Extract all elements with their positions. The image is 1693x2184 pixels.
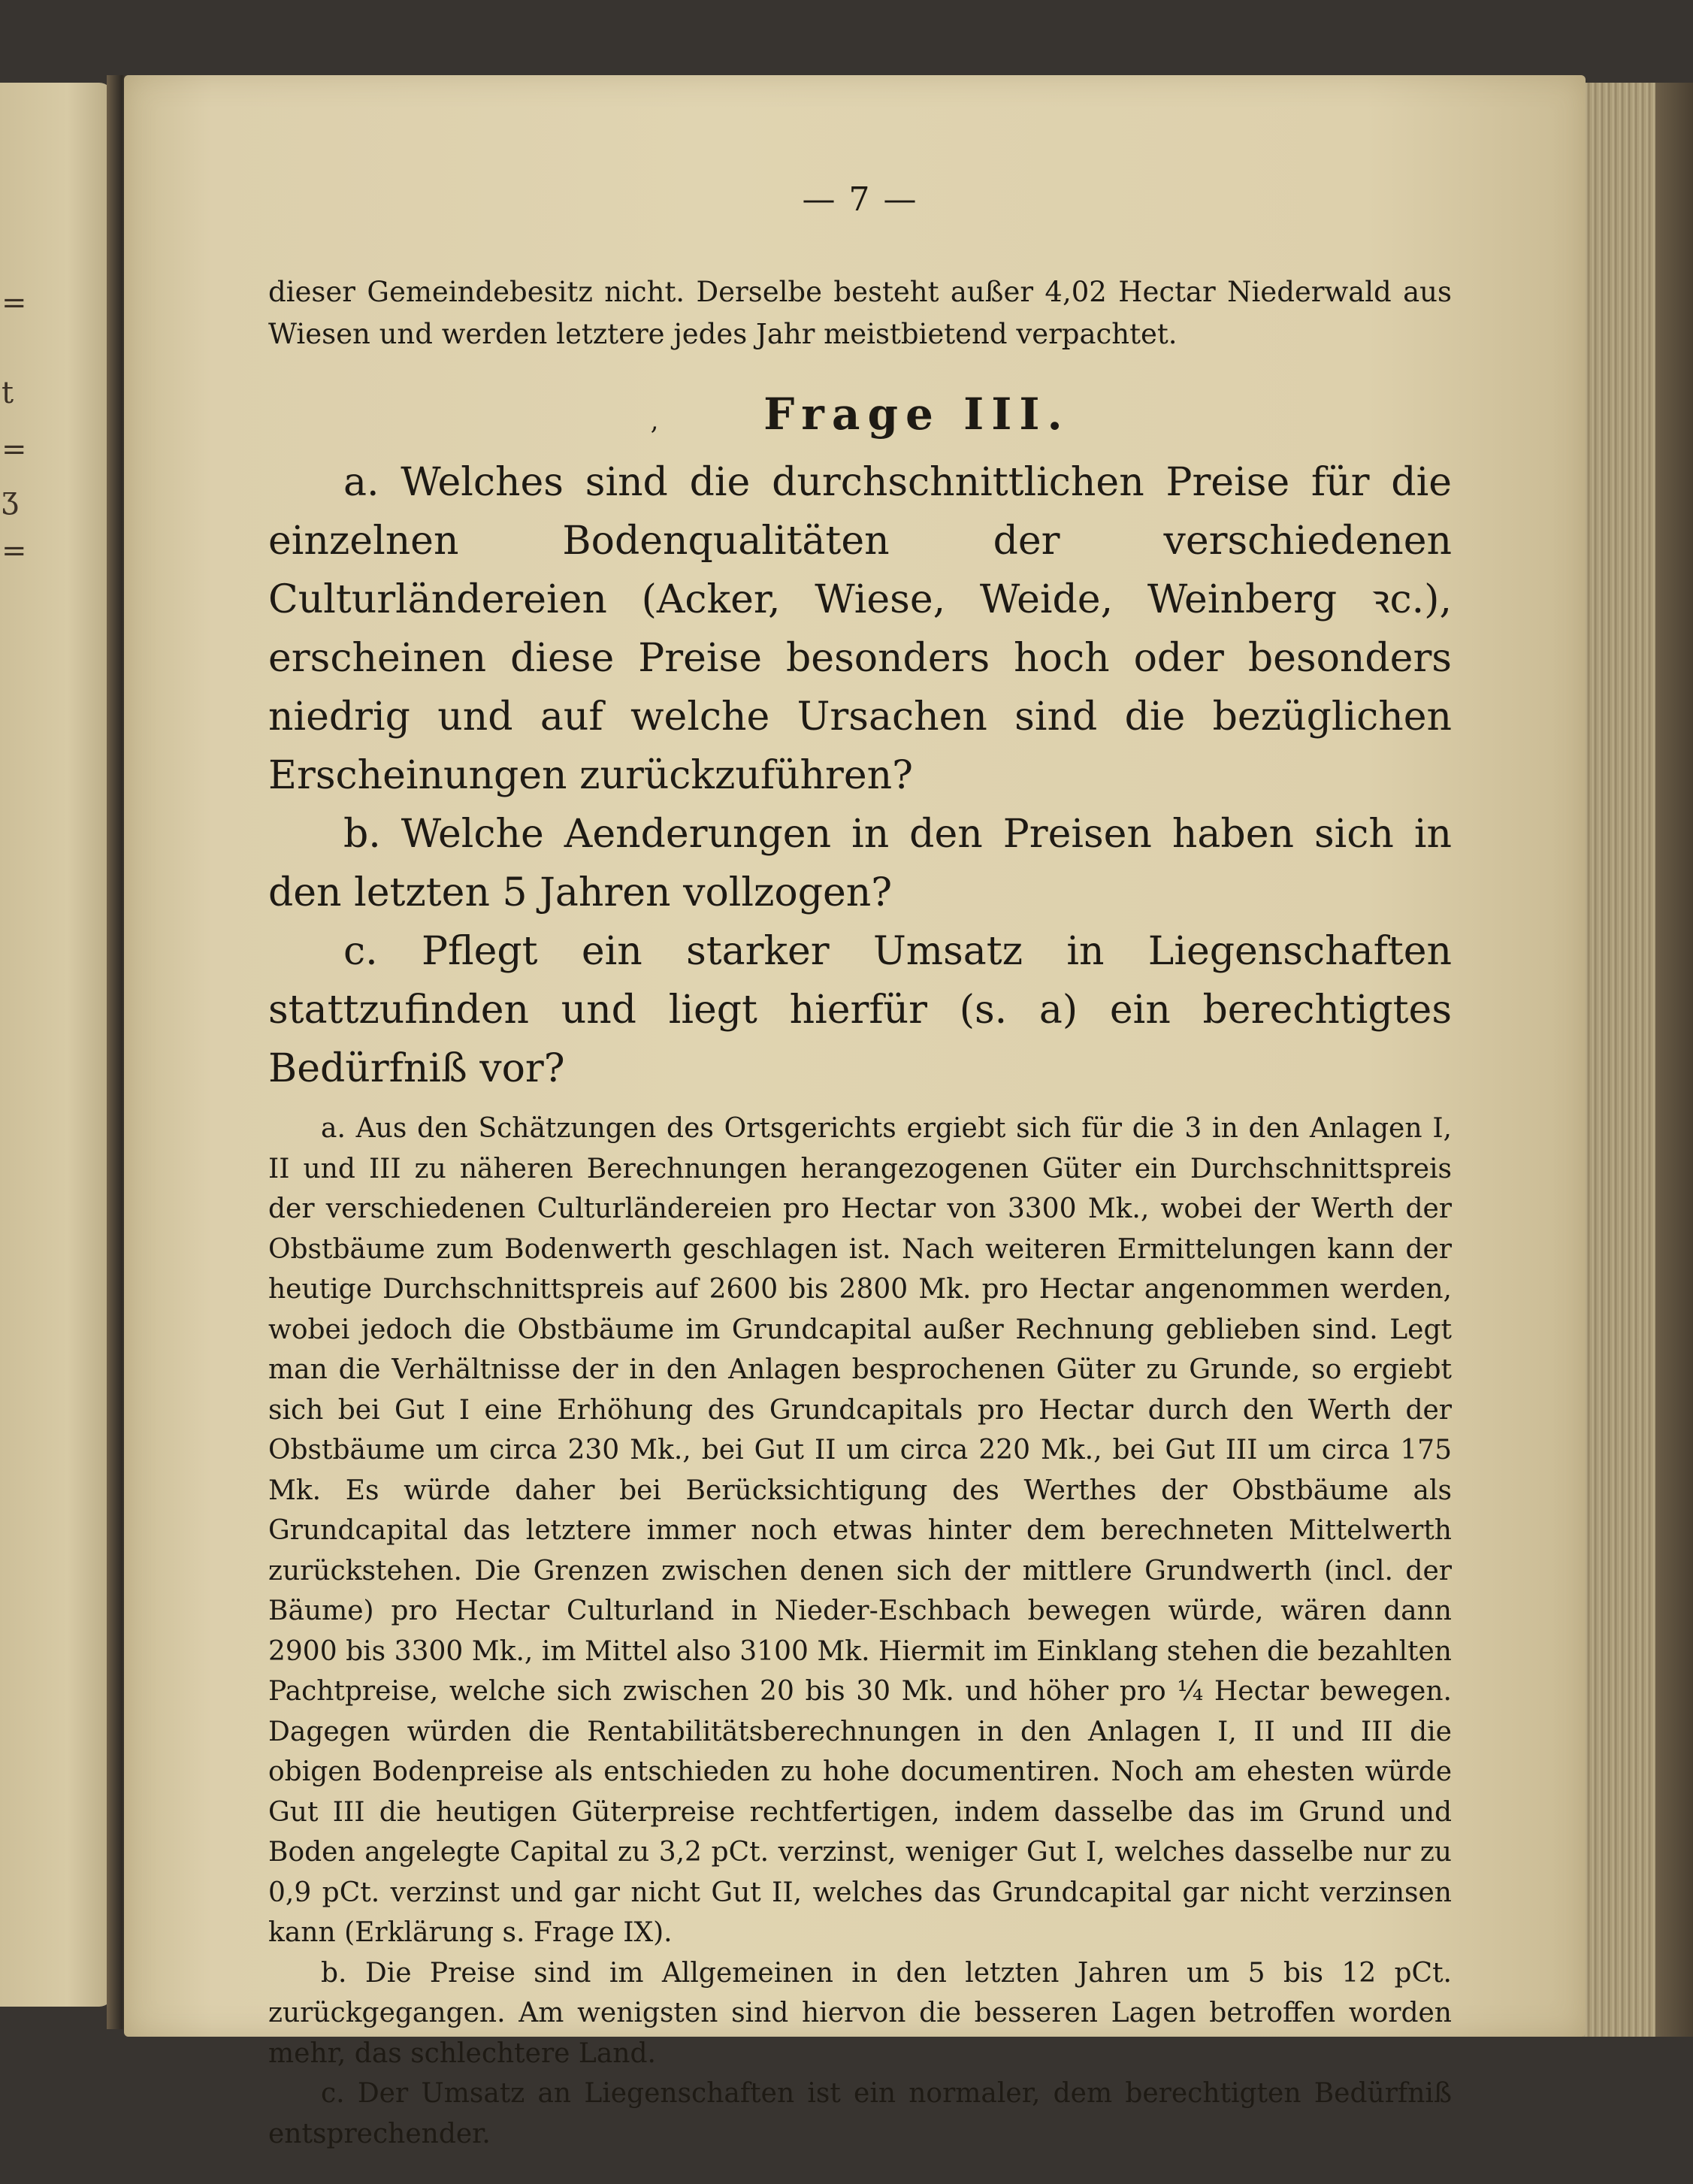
page-number: — 7 —	[802, 180, 918, 219]
left-page-fragment: =	[2, 432, 27, 467]
page-content	[268, 180, 1452, 2154]
answer-b: b. Die Preise sind im Allgemeinen in den letzten Jahren um 5 bis 12 pCt. zurückgegangen. Am wenigsten sind hiervon die besseren Lagen betroffen worden mehr, das schlechtere Land.	[268, 1957, 1452, 2069]
page-edges	[1571, 83, 1693, 2037]
heading-mark: ‚	[650, 406, 659, 436]
left-page-fragment: t	[2, 376, 14, 410]
book-cover-edge	[1655, 83, 1693, 2037]
answer-a: a. Aus den Schätzungen des Ortsgerichts ergiebt sich für die 3 in den Anlagen I, II und III zu näheren Berechnungen herangezogenen Güter ein Durchschnittspreis der verschiedenen Culturländereien pro Hectar von 3300 Mk., wobei der Werth der Obstbäume zum Bodenwerth geschlagen ist. Nach weiteren Ermittelungen kann der heutige Durchschnittspreis auf 2600 bis 2800 Mk. pro Hectar angenommen werden, wobei jedoch die Obstbäume im Grundcapital außer Rechnung geblieben sind. Legt man die Verhältnisse der in den Anlagen besprochenen Güter zu Grunde, so ergiebt sich bei Gut I eine Erhöhung des Grundcapitals pro Hectar durch den Werth der Obstbäume um circa 230 Mk., bei Gut II um circa 220 Mk., bei Gut III um circa 175 Mk. Es würde daher bei Berücksichtigung des Werthes der Obstbäume als Grundcapital das letztere immer noch etwas hinter dem berechneten Mittelwerth zurückstehen. Die Grenzen zwischen denen sich der mittlere Grundwerth (incl. der Bäume) pro Hectar Culturland in Nieder-Eschbach bewegen würde, wären dann 2900 bis 3300 Mk., im Mittel also 3100 Mk. Hiermit im Einklang stehen die bezahlten Pachtpreise, welche sich zwischen 20 bis 30 Mk. und höher pro ¼ Hectar bewegen. Dagegen würden die Rentabilitätsberechnungen in den Anlagen I, II und III die obigen Bodenpreise als entschieden zu hohe documentiren. Noch am ehesten würde Gut III die heutigen Güterpreise rechtfertigen, indem dasselbe das im Grund und Boden angelegte Capital zu 3,2 pCt. verzinst, weniger Gut I, welches dasselbe nur zu 0,9 pCt. verzinst und gar nicht Gut II, welches das Grundcapital gar nicht verzinsen kann (Erklärung s. Frage IX).	[268, 1113, 1452, 1948]
left-page-edge	[0, 83, 113, 2007]
question-b: b. Welche Aenderungen in den Preisen haben sich in den letzten 5 Jahren vollzogen?	[268, 812, 1452, 915]
heading-title: Frage III.	[763, 389, 1070, 440]
left-page-fragment: ʒ	[2, 481, 19, 516]
question-c: c. Pflegt ein starker Umsatz in Liegenschaften stattzufinden und liegt hierfür (s. a) ein berechtigtes Bedürfniß vor?	[268, 929, 1452, 1091]
answer-c: c. Der Umsatz an Liegenschaften ist ein normaler, dem berechtigten Bedürfniß entsprechender.	[268, 2078, 1452, 2149]
intro-paragraph: dieser Gemeindebesitz nicht. Derselbe besteht außer 4,02 Hectar Niederwald aus Wiesen und werden letztere jedes Jahr meistbietend verpachtet.	[268, 276, 1452, 350]
left-page-fragment: =	[2, 534, 27, 568]
question-a: a. Welches sind die durchschnittlichen Preise für die einzelnen Bodenqualitäten der verschiedenen Culturländereien (Acker, Wiese, Weide, Weinberg ꝛc.), erscheinen diese Preise besonders hoch oder besonders niedrig und auf welche Ursachen sind die bezüglichen Erscheinungen zurückzuführen?	[268, 460, 1452, 798]
left-page-fragment: =	[2, 286, 27, 320]
section-heading	[268, 389, 1452, 440]
